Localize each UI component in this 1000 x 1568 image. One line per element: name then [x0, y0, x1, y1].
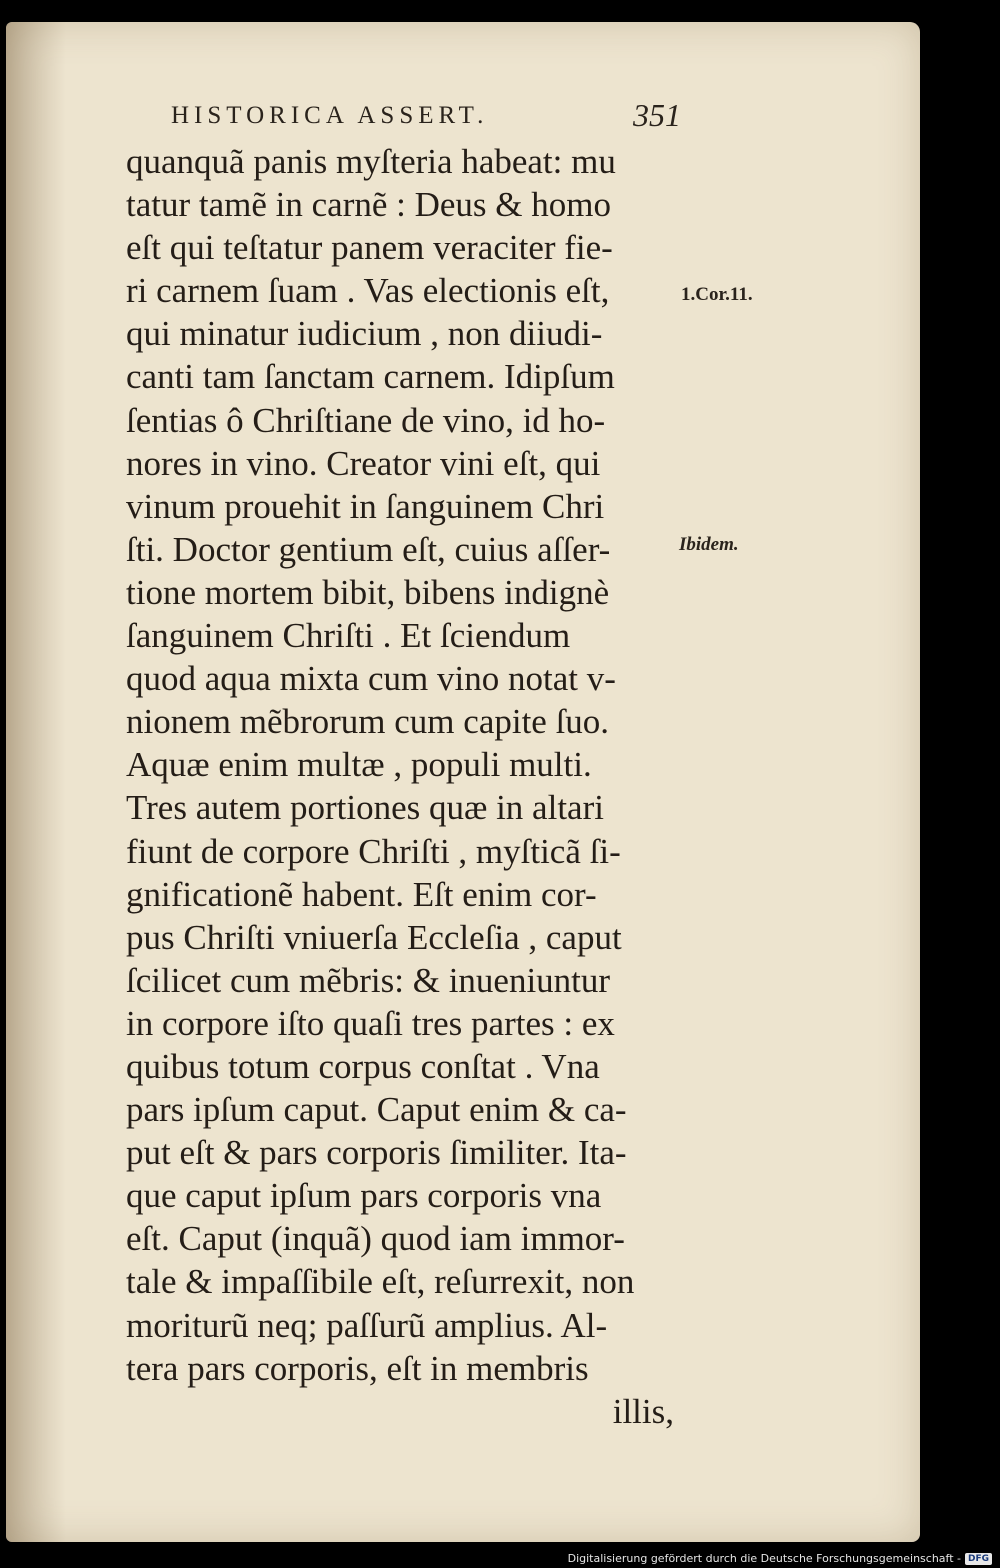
body-text: [126, 140, 674, 1433]
text-line: Tres autem portiones quæ in altari: [126, 788, 604, 828]
text-line: canti tam ſanctam carnem. Idipſum: [126, 357, 615, 397]
text-line: in corpore iſto quaſi tres partes : ex: [126, 1003, 615, 1043]
text-line: quanquã panis myſteria habeat: mu: [126, 142, 616, 181]
text-line: Aquæ enim multæ , populi multi.: [126, 745, 592, 785]
text-line: tatur tamẽ in carnẽ : Deus & homo: [126, 185, 611, 225]
text-line: ſentias ô Chriſtiane de vino, id ho-: [126, 400, 606, 440]
running-title: HISTORICA ASSERT.: [171, 102, 489, 129]
text-line: pars ipſum caput. Caput enim & ca-: [126, 1090, 627, 1130]
page-header: [171, 97, 681, 136]
text-line: vinum prouehit in ſanguinem Chri: [126, 486, 605, 526]
text-line: tale & impaſſibile eſt, reſurrexit, non: [126, 1262, 635, 1302]
book-page: [6, 22, 920, 1542]
text-line: ſanguinem Chriſti . Et ſciendum: [126, 616, 571, 656]
text-line: quibus totum corpus conſtat . Vna: [126, 1046, 600, 1086]
text-line: eſt. Caput (inquã) quod iam immor-: [126, 1219, 625, 1259]
text-line: tera pars corporis, eſt in membris: [126, 1348, 589, 1388]
footer-credit: Digitalisierung gefördert durch die Deutsche Forschungsgemeinschaft -: [567, 1552, 961, 1565]
text-line: qui minatur iudicium , non diiudi-: [126, 314, 603, 354]
margin-note-ibidem: Ibidem.: [679, 534, 739, 555]
text-line: put eſt & pars corporis ſimiliter. Ita-: [126, 1133, 627, 1173]
digitization-footer: [568, 1552, 992, 1565]
margin-note-reference: 1.Cor.11.: [681, 284, 753, 305]
text-line: ſcilicet cum mẽbris: & inueniuntur: [126, 960, 611, 1000]
text-line: tione mortem bibit, bibens indignè: [126, 572, 610, 612]
text-line: que caput ipſum pars corporis vna: [126, 1176, 602, 1216]
text-line: pus Chriſti vniuerſa Eccleſia , caput: [126, 917, 622, 957]
text-line: moriturũ neq; paſſurũ amplius. Al-: [126, 1305, 608, 1345]
text-line: fiunt de corpore Chriſti , myſticã ſi-: [126, 831, 621, 871]
catchword: illis,: [612, 1391, 674, 1431]
text-line: eſt qui teſtatur panem veraciter fie-: [126, 228, 613, 268]
dfg-logo: DFG: [965, 1553, 992, 1565]
text-line: gnificationẽ habent. Eſt enim cor-: [126, 874, 597, 914]
text-line: ſti. Doctor gentium eſt, cuius aſſer-: [126, 529, 611, 569]
page-number: 351: [633, 97, 681, 133]
text-line: ri carnem ſuam . Vas electionis eſt,: [126, 271, 610, 311]
text-line: quod aqua mixta cum vino notat v-: [126, 659, 616, 699]
text-line: nionem mẽbrorum cum capite ſuo.: [126, 702, 610, 742]
text-line: nores in vino. Creator vini eſt, qui: [126, 443, 601, 483]
